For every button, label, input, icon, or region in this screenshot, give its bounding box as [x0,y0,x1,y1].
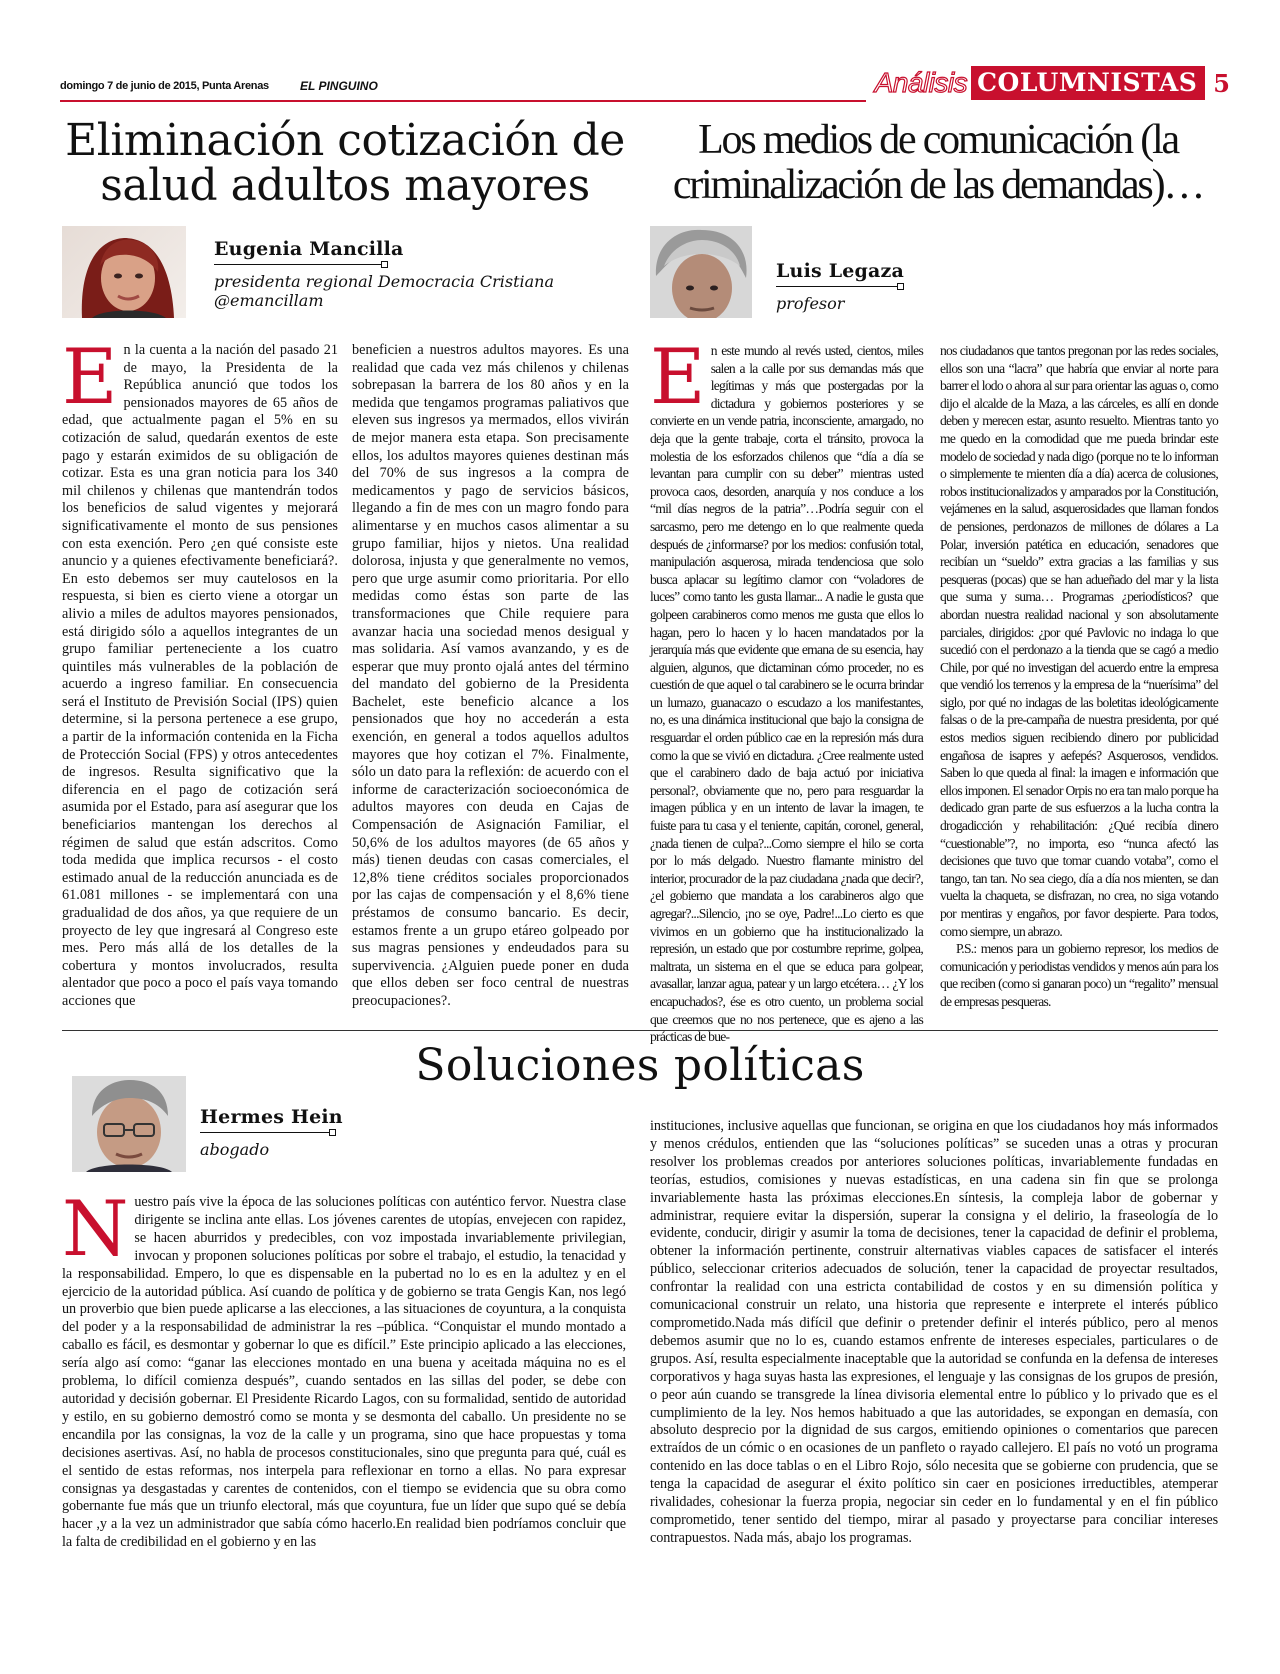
article2-drop-cap: E [650,332,705,421]
article1-column-2-text: beneficien a nuestros adultos mayores. Es una realidad que cada vez más chilenos y chilenas sobrepasan la barrera de los 80 años y en la medida que tengamos programas paliativos que eleven sus ingresos ya mermados, ellos vivirán de mejor manera esta etapa. Son precisamente ellos, los adultos mayores quienes destinan más del 70% de sus ingresos a la compra de medicamentos y pago de servicios básicos, llegando a fin de mes con un magro fondo para alimentarse y en muchos casos alimentar a su grupo familiar, hijos y nietos. Una realidad dolorosa, injusta y que generalmente no vemos, pero que urge asumir como prioritaria. Por ello medidas como éstas son parte de las transformaciones que Chile requiere para avanzar hacia una sociedad menos desigual y mas solidaria. Así vamos avanzando, y es de esperar que muy pronto ojalá antes del término del mandato del gobierno de la Presidenta Bachelet, este beneficio alcance a los pensionados que hoy no accederán a esta exención, en general a todos aquellos adultos mayores que hoy cotizan el 7%. Finalmente, sólo un dato para la reflexión: de acuerdo con el informe de caracterización socioeconómica de adultos mayores con deuda en Cajas de Compensación de Asignación Familiar, el 50,6% de los adultos mayores (de 65 años y más) tienen deudas con casas comerciales, el 12,8% tiene créditos sociales proporcionados por las cajas de compensación y el 8,6% tiene préstamos de consumo bancario. Es decir, estamos frente a un grupo etáreo golpeado por sus magras pensiones y endeudados para su supervivencia. ¿Alguien puede poner en duda que ellos deben ser foco central de nuestras preocupaciones?. [352,342,629,1009]
woman-portrait-icon [62,226,186,318]
article1-author-rule [214,264,384,265]
article2-postscript: P.S.: menos para un gobierno represor, los medios de comunicación y periodistas vendidos y menos aún para los que reciben (como si ganaran poco) un “regalito” mensual de empresas pesqueras. [940,941,1218,1009]
article2-title [640,118,1236,208]
masthead-rule [60,100,866,102]
article2-title-line2: criminalización de las demandas)… [672,161,1204,208]
article1-title [62,115,628,212]
article2-column-2-text: nos ciudadanos que tantos pregonan por las redes sociales, ellos son una “lacra” que habría que enviar al norte para barrer el lodo o ahora al sur para orientar las aguas o, como dijo el alcalde de la Maza, a las cárceles, es allí en donde deben y merecen estar, asunto resuelto. Mientras tanto yo me quedo en la comodidad que me pueda brindar este modelo de sociedad y nada digo (porque no te lo informan o simplemente te mienten día a día) acerca de colusiones, robos institucionalizados y amparados por la Constitución, vejámenes en la salud, asquerosidades que llaman fondos de pensiones, perdonazos de millones de dólares a La Polar, inversión patética en educación, senadores que recibían un “sueldo” extra gracias a las familias y sus pesqueras (pocas) que se han adueñado del mar y la lista que suma y suma… Programas ¿periodísticos? que abordan nuestra realidad nacional y son absolutamente parciales, dirigidos: ¿por qué Pavlovic no indaga lo que sucedió con el perdonazo a la tienda que se cagó a medio Chile, por qué no investigan del acuerdo entre la empresa que vendió los terrenos y la empresa de la “nuerísima” del siglo, por qué no indagas de las boletitas ideológicamente falsas o de la pre-campaña de nuestra presidenta, por qué estos medios siguen recibiendo dinero por publicidad engañosa de isapres y aefepés? Asquerosos, vendidos. Saben lo que queda al final: la imagen e información que ellos imponen. El senador Orpis no era tan malo porque ha dedicado gran parte de sus esfuerzos a la lucha contra la drogadicción y rehabilitación: ¿Qué recibía dinero “cuestionable”?, no importa, eso “nunca afectó las decisiones que tuvo que tomar cuando votaba”, como el tango, tan tan. No sea ciego, día a día nos mienten, se dan vuelta la chaqueta, se disfrazan, no crea, no siga votando por mentiras y engaños, por favor despierte. Para todos, como siempre, un abrazo. [940,343,1218,939]
article2-column-2 [940,342,1218,1034]
article3-author-photo [72,1076,186,1172]
subsection-label: COLUMNISTAS [971,66,1205,100]
article3-author-name: Hermes Hein [200,1106,343,1128]
article1-author-role [214,272,554,310]
article3-column-2 [650,1118,1218,1654]
edition-date: domingo 7 de junio de 2015, Punta Arenas [60,80,269,92]
page-number: 5 [1213,68,1230,98]
article2-author-role: profesor [776,294,845,313]
section-label: Análisis [874,67,968,98]
newspaper-name: EL PINGUINO [300,79,378,93]
article1-column-2 [352,342,629,1034]
article1-column-1 [62,332,338,1034]
article2-column-1 [650,332,923,1045]
article3-column-2-text: instituciones, inclusive aquellas que funcionan, se origina en que los ciudadanos hoy más informados y menos crédulos, entienden que las “soluciones políticas” se suceden unas a otras y procuran resolver los problemas creados por anteriores soluciones políticas, invariablemente fundadas en teorías, estudios, comisiones y nuevas estadísticas, en una cadena sin fin que se prolonga invariablemente hasta las próximas elecciones.En síntesis, la compleja labor de gobernar y administrar, requiere evitar la dispersión, superar la consigna y el delirio, la fraseología de lo evidente, conducir, dirigir y asumir la toma de decisiones, tener la capacidad de definir el problema, obtener la información pertinente, construir alternativas viables capaces de satisfacer el interés público, seleccionar criterios adecuados de solución, tener la capacidad de proyectar resultados, confrontar la realidad con una estricta contabilidad de costos y en su dimensión política y comunicacional construir un relato, una historia que represente e interprete el interés público comprometido.Nada más difícil que definir o pretender definir el interés público, pero al menos debemos asumir que no lo es, cuando estamos enfrente de intereses especiales, particulares o de grupos. Así, resulta especialmente inaceptable que la autoridad se confunda en la defensa de intereses corporativos y haga suyas hasta las expresiones, el lenguaje y las consignas de los grupos de presión, o peor aún cuando se transgrede la línea divisoria elemental entre lo público y lo privado que es el cumplimiento de la ley. Nos hemos habituado a que las autoridades, se expongan en demasía, con absoluto desprecio por la dignidad de sus cargos, emitiendo opiniones o comentarios que parecen extraídos de un cómic o en ocasiones de un panfleto o rayado callejero. El país no votó un programa contenido en las doce tablas o en el Libro Rojo, sólo necesita que se gobierne con prudencia, que se tenga la capacidad de asegurar el éxito político sin caer en posiciones irreductibles, atemperar rivalidades, cohesionar la fuerza propia, negociar sin ceder en lo fundamental y en el fin público comprometido, tener sentido del tiempo, mirar al pasado y proyectarse para conciliar intereses contrapuestos. Nada más, abajo los programas. [650,1118,1218,1546]
article2-author-name: Luis Legaza [776,260,905,282]
section-divider [62,1030,1218,1031]
man-with-glasses-portrait-icon [72,1076,186,1172]
article1-author-handle: @emancillam [214,291,324,310]
article1-title-line1: Eliminación cotización de [65,115,625,166]
article1-author-photo [62,226,186,318]
article3-title: Soluciones políticas [415,1040,865,1091]
article2-author-rule [776,286,900,287]
article3-column-1-text: uestro país vive la época de las soluciones políticas con auténtico fervor. Nuestra clase dirigente se inclina ante ellas. Los jóvenes carentes de utopías, envejecen con rapidez, se hacen aburridos y predecibles, con voz impostada invariablemente privilegian, invocan y proponen soluciones políticas por sobre el trabajo, el estudio, la tenacidad y la responsabilidad. Empero, lo que es dispensable en la pubertad no lo es en la adultez y en el ejercicio de la autoridad pública. Así cuando de política y de gobierno se trata Gengis Kan, nos legó un proverbio que bien puede aplicarse a las elecciones, a las situaciones de coyuntura, a la conquista del poder y a la responsabilidad de administrar la res –pública. “Conquistar el mundo montado a caballo es fácil, es desmontar y gobernar lo que es difícil.” Este principio aplicado a las elecciones, sería algo así como: “ganar las elecciones montado en una buena y aceitada máquina no es el problema, lo difícil comienza después”, cuando sentados en las sillas del poder, se debe con autoridad y decisión gobernar. El Presidente Ricardo Lagos, con su formalidad, sentido de autoridad y estilo, en su gobierno demostró como se monta y se desmonta del caballo. Un presidente no se encandila por las consignas, la voz de la calle y un programa, sino que hace propuestas y toma decisiones asertivas. Así, no habla de procesos constitucionales, sino que pregunta para qué, cuál es el sentido de estas reformas, nos interpela para reflexionar en torno a ellas. No para expresar consignas ya desgastadas y carentes de contenidos, con el tiempo se evidencia que su obra como gobernante fue más que un triunfo electoral, más que coyuntura, fue un líder que supo qué se debía hacer ,y a la vez un administrador que sabía cómo hacerlo.En realidad bien podríamos concluir que la falta de credibilidad en el gobierno y en las [62,1194,626,1551]
article2-column-1-text: n este mundo al revés usted, cientos, miles salen a la calle por sus demandas más que legítimas y más que postergadas por la dictadura y gobiernos posteriores y se convierte en un vende patria, inconsciente, amargado, no deja que la gente trabaje, corta el tránsito, provoca la molestia de los esforzados chilenos que “día a día se levantan para cumplir con su deber” mientras usted provoca caos, desorden, anarquía y nos conduce a los “mil días negros de la patria”…Podría seguir con el sarcasmo, pero me detengo en lo que realmente queda después de ¿informarse? por los medios: confusión total, manipulación asquerosa, mirada tendenciosa que solo busca aplacar su legítimo clamor con “voladores de luces” como tanto les gusta llamar... A nadie le gusta que golpeen carabineros como menos me gusta que ellos lo hagan, pero lo hacen y lo hacen mandatados por la jerarquía más que evidente que emana de su esencia, hay alguien, algunos, que dictaminan cómo proceder, no es cuestión de que aquel o tal carabinero se le ocurra brindar un lumazo, guanacazo o escudazo a los manifestantes, no, es una dinámica institucional que bajo la consigna de resguardar el orden público cae en la represión más dura como la que se vivió en dictadura. ¿Cree realmente usted que el carabinero dado de baja actuó por iniciativa personal?, obviamente que no, pero para resguardar la imagen pública y en un intento de lavar la imagen, te fuiste para tu casa y el teniente, capitán, coronel, general, ¿nada tienen de culpa?...Como siempre el hilo se corta por lo más delgado. Nuestro flamante ministro del interior, procurador de la paz ciudadana ¿nada que decir?, ¿el gobierno que mandata a los carabineros algo que agregar?...Silencio, ¡no se oye, Padre!...Lo cierto es que vivimos en un gobierno que ha institucionalizado la represión, un estado que por costumbre reprime, golpea, maltrata, un sistema en el que se educa para golpear, avasallar, lanzar agua, patear y un largo etcétera… ¿Y los encapuchados?, ése es otro cuento, un problema social que creemos que no nos pertenece, que es ajeno a las prácticas de bue- [650,343,923,1045]
article3-column-1 [62,1184,626,1654]
article3-author-role: abogado [200,1140,270,1159]
article2-author-photo [650,226,752,318]
gray-haired-man-portrait-icon [650,226,752,318]
article1-column-1-text: n la cuenta a la nación del pasado 21 de mayo, la Presidenta de la República anunció que todos los pensionados mayores de 65 años de edad, que actualmente pagan el 5% en su cotización de salud, quedarán exentos de este pago y estarán eximidos de su obligación de cotizar. Esta es una gran noticia para los 340 mil chilenos y chilenas que mantendrán todos los beneficios de salud vigentes y mejorará significativamente el monto de sus pensiones con esta exención. Pero ¿en qué consiste este anuncio y a quienes efectivamente beneficiará?. En esto debemos ser muy cautelosos en la respuesta, si bien es cierto viene a otorgar un alivio a miles de adultos mayores pensionados, está dirigido sólo a aquellos integrantes de un grupo familiar perteneciente a los cuatro quintiles más vulnerables de la población de acuerdo a ingreso familiar. En consecuencia será el Instituto de Previsión Social (IPS) quien determine, si la persona pertenece a ese grupo, a partir de la información contenida en la Ficha de Protección Social (FPS) y otros antecedentes de ingresos. Resulta significativo que la diferencia en el pago de cotización será asumida por el Estado, para así asegurar que los beneficiarios mantengan los derechos al régimen de salud que están adscritos. Como toda medida que implica recursos - el costo estimado anual de la reducción anunciada es de 61.081 millones - se implementará con una gradualidad de dos años, ya que requiere de un proyecto de ley que ingresará al Congreso este mes. Pero más allá de los detalles de la cobertura y montos involucrados, resulta alentador que poco a poco el país vaya tomando acciones que [62,342,338,1009]
article3-author-rule [200,1132,332,1133]
article3-drop-cap: N [62,1184,129,1273]
article1-drop-cap: E [62,332,118,421]
section-header [875,66,1230,100]
article1-author-name: Eugenia Mancilla [214,238,404,260]
article1-title-line2: salud adultos mayores [100,160,590,212]
masthead [60,67,1230,104]
article2-title-line1: Los medios de comunicación (la [698,117,1178,163]
article1-role-line1: presidenta regional Democracia Cristiana [214,272,555,291]
